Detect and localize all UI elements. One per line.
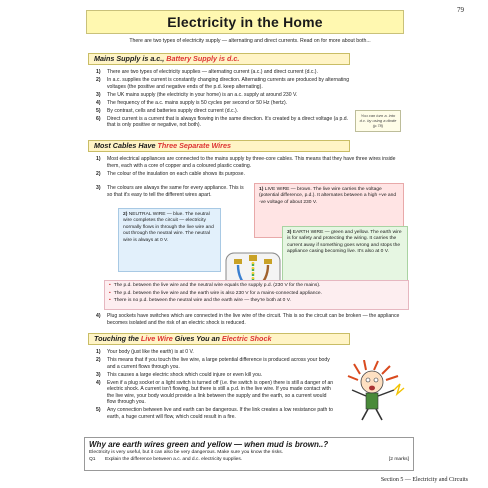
body-icon — [366, 393, 378, 409]
heading-highlight: Electric Shock — [221, 334, 272, 343]
intro-text: There are two types of electricity supply — alternating and direct currents. Read on for more about both... — [129, 38, 371, 44]
item-text: By contrast, cells and batteries supply direct current (d.c.). — [107, 107, 239, 114]
section-heading-three-wires — [88, 140, 350, 152]
item-text: Most electrical appliances are connected to the mains supply by three-core cables. This means that they have three wires inside them, each with a core of copper and a coloured plastic coating. — [107, 156, 396, 169]
item-number: 4) — [96, 379, 101, 386]
sockets-list — [96, 313, 408, 328]
pd-point: • There is no p.d. between the neutral wire and the earth wire — they're both at 0 V. — [109, 298, 404, 305]
item-number: 5) — [96, 407, 101, 414]
pin-icon — [264, 259, 272, 264]
heading-text: Gives You an — [172, 334, 222, 343]
earth-wire-box — [282, 226, 408, 282]
question-line — [89, 457, 409, 462]
item-number: 1) — [96, 69, 101, 75]
item-text: Plug sockets have switches which are connected in the live wire of the circuit. This is so the circuit can be broken — the appliance becomes isolated and the risk of an electric shock is reduced. — [107, 313, 400, 326]
list-item — [96, 380, 336, 406]
list-item — [96, 116, 354, 129]
page-title — [86, 10, 404, 34]
cables-list — [96, 156, 406, 179]
heading-highlight: Live Wire — [140, 334, 173, 343]
heading-text: Touching the — [94, 334, 141, 343]
list-item — [96, 77, 354, 90]
pin-icon — [234, 259, 242, 264]
page-footer: Section 5 — Electricity and Circuits — [380, 477, 468, 483]
item-number: 5) — [96, 107, 101, 114]
item-text: Your body (just like the earth) is at 0 V. — [107, 349, 194, 355]
section-heading-mains-supply — [88, 53, 350, 65]
list-item — [96, 407, 336, 420]
item-number: 1) — [96, 349, 101, 355]
item-text: The UK mains supply (the electricity in your home) is an a.c. supply at around 230 V. — [107, 91, 298, 98]
revision-question-box — [84, 437, 414, 471]
item-number: 3) — [96, 185, 101, 191]
neutral-wire-text: NEUTRAL WIRE — blue. The neutral wire completes the circuit — electricity normally flows in through the live wire and out through the neutral wire. The neutral wire is always at 0 V. — [123, 212, 214, 243]
list-item — [96, 313, 408, 326]
heading-highlight: Three Separate Wires — [157, 141, 231, 150]
heading-text: Mains Supply is a.c., — [94, 54, 167, 63]
shock-list — [96, 349, 336, 422]
item-text: This means that if you touch the live wire, a large potential difference is produced across your body and a current flows through you. — [107, 357, 330, 370]
item-text: Direct current is a current that is always flowing in the same direction. It's created by a direct voltage (a p.d. that is only positive or negative, not both). — [107, 115, 349, 129]
list-item — [96, 69, 354, 76]
item-number: 3) — [96, 91, 101, 98]
item-number: 2) — [96, 77, 101, 83]
mains-list — [96, 69, 354, 130]
page-title-text: Electricity in the Home — [167, 14, 323, 30]
item-number: 3) — [96, 371, 101, 378]
question-number: Q1 — [89, 457, 96, 462]
live-wire-text: LIVE WIRE — brown. The live wire carries the voltage (potential difference, p.d.). It alternates between a high +ve and -ve voltage of about 230 V. — [259, 187, 397, 205]
item-number: 2) — [96, 170, 101, 177]
spark-icon — [394, 384, 404, 394]
pd-point: • The p.d. between the live wire and the earth wire is also 230 V for a mains-connected appliance. — [109, 291, 404, 298]
list-item — [96, 349, 336, 356]
item-number: 4) — [96, 313, 101, 319]
list-item — [96, 185, 246, 198]
list-item — [96, 357, 336, 370]
list-item — [96, 171, 406, 178]
earth-wire-text: EARTH WIRE — green and yellow. The earth wire is for safety and protecting the wiring. It carries the current away if something goes wrong and stops the appliance casing becoming live. It's also at 0 V. — [287, 230, 402, 255]
item-number: 1) — [96, 156, 101, 162]
list-item — [96, 92, 354, 99]
box-number: 1) — [259, 187, 264, 192]
question-text: Explain the difference between a.c. and d.c. electricity supplies. — [105, 457, 243, 462]
heading-text: Most Cables Have — [94, 141, 158, 150]
item-text: The colours are always the same for every appliance. This is so that it's easy to tell the different wires apart. — [107, 185, 244, 198]
question-intro: Electricity is very useful, but it can also be very dangerous. Make sure you know the risks. — [89, 450, 284, 455]
pd-point: • The p.d. between the live wire and the neutral wire equals the supply p.d. (230 V for the mains). — [109, 283, 404, 290]
box-number: 2) — [123, 212, 128, 217]
cables-list-colours — [96, 185, 246, 200]
item-text: The colour of the insulation on each cable shows its purpose. — [107, 170, 245, 177]
box-number: 3) — [287, 230, 292, 235]
section-heading-electric-shock — [88, 333, 350, 345]
list-item — [96, 100, 354, 107]
side-note: You can turn a. into d.c. by using a diode (p.78) — [355, 110, 401, 132]
list-item — [96, 372, 336, 379]
item-text: The frequency of the a.c. mains supply is 50 cycles per second or 50 Hz (hertz). — [107, 99, 288, 106]
item-text: There are two types of electricity supplies — alternating current (a.c.) and direct current (d.c.). — [107, 69, 318, 75]
list-item — [96, 156, 406, 169]
item-number: 4) — [96, 99, 101, 106]
item-text: This causes a large electric shock which could injure or even kill you. — [107, 371, 263, 378]
list-item — [96, 108, 354, 115]
question-marks: [2 marks] — [388, 457, 409, 462]
item-number: 6) — [96, 115, 101, 122]
item-text: Any connection between live and earth can be dangerous. If the link creates a low resistance path to earth, a huge current will flow, which could result in a fire. — [107, 407, 333, 421]
shocked-person-illustration — [340, 360, 408, 424]
page-number: 79 — [457, 6, 464, 14]
item-number: 2) — [96, 357, 101, 363]
question-title: Why are earth wires green and yellow — when mud is brown..? — [89, 440, 329, 449]
item-text: Even if a plug socket or a light switch is turned off (i.e. the switch is open) there is still a danger of an electric shock. A current isn't flowing, but there is still a p.d. in the live wire. If you made contact with the live wire, your body would provide a link between the supply and the earth, so a current would flow through you. — [107, 379, 334, 406]
item-text: In a.c. supplies the current is constantly changing direction. Alternating currents are produced by alternating voltages (the positive and negative ends of the p.d. keep alternating). — [107, 77, 350, 90]
neutral-wire-box — [118, 208, 221, 272]
heading-highlight: Battery Supply is d.c. — [166, 54, 240, 63]
pd-summary-box — [104, 280, 409, 310]
pin-icon — [249, 255, 257, 261]
